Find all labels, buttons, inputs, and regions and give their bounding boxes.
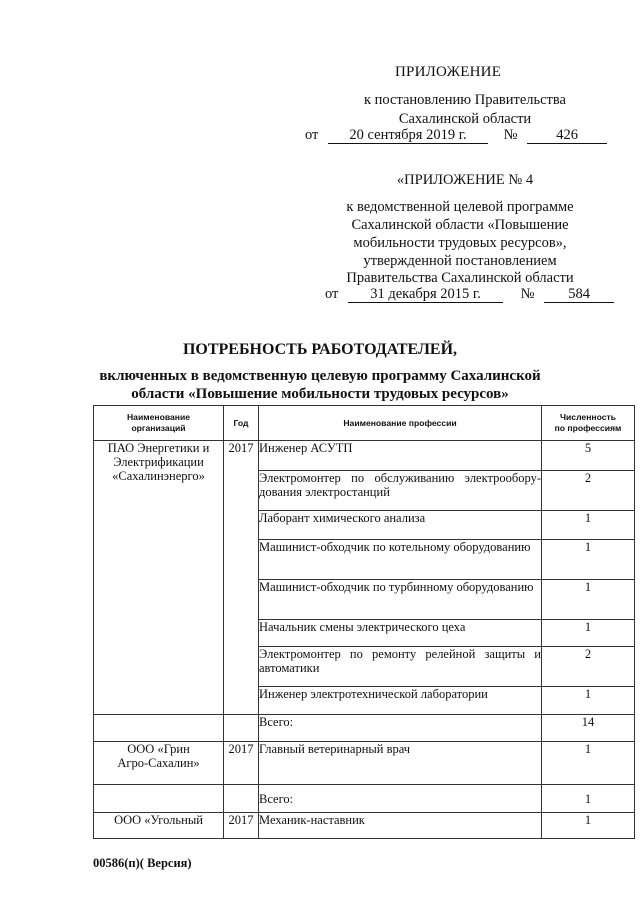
- profession-cell: Инженер АСУТП: [259, 441, 542, 471]
- empty-cell: [94, 715, 224, 742]
- profession-cell: Лаборант химического анализа: [259, 511, 542, 540]
- org-3-name: ООО «Угольный: [94, 813, 224, 839]
- appendix4-date: 31 декабря 2015 г.: [348, 286, 503, 303]
- appendix4-line-4: утвержденной постановлением: [363, 253, 557, 269]
- count-cell: 2: [542, 471, 635, 511]
- profession-cell: Электромонтер по обслуживанию электрооборудования электростанций: [259, 471, 542, 511]
- header-org: [94, 406, 224, 441]
- appendix-line-1: к постановлению Правительства: [364, 92, 566, 108]
- total-row: [94, 715, 635, 742]
- org-1-year: 2017: [224, 441, 259, 715]
- from-label: от: [325, 286, 339, 302]
- empty-cell: [224, 715, 259, 742]
- count-cell: 1: [542, 511, 635, 540]
- table-row: [94, 742, 635, 785]
- profession-cell: Машинист-обходчик по котельному оборудованию: [259, 540, 542, 580]
- table-row: [94, 813, 635, 839]
- count-cell: 1: [542, 813, 635, 839]
- appendix-number: 426: [527, 127, 607, 144]
- appendix4-title: «ПРИЛОЖЕНИЕ № 4: [396, 172, 534, 188]
- org-1-name-line-3: «Сахалинэнерго»: [112, 469, 205, 483]
- header-count-line-1: Численность: [559, 412, 616, 422]
- appendix4-number: 584: [544, 286, 614, 303]
- demand-table: [93, 405, 635, 839]
- header-profession: Наименование профессии: [259, 406, 542, 441]
- org-2-name: [94, 742, 224, 785]
- profession-cell: Электромонтер по ремонту релейной защиты и автоматики: [259, 647, 542, 687]
- appendix4-line-1: к ведомственной целевой программе: [346, 199, 574, 215]
- count-cell: 2: [542, 647, 635, 687]
- table-header-row: [94, 406, 635, 441]
- count-cell: 1: [542, 742, 635, 785]
- appendix4-date-line: [325, 286, 614, 303]
- org-3-year: 2017: [224, 813, 259, 839]
- profession-cell: Главный ветеринарный врач: [259, 742, 542, 785]
- heading-line-2: включенных в ведомственную целевую программу Сахалинской: [99, 368, 541, 384]
- appendix-date: 20 сентября 2019 г.: [328, 127, 488, 144]
- profession-cell: Инженер электротехнической лаборатории: [259, 687, 542, 715]
- heading-title: ПОТРЕБНОСТЬ РАБОТОДАТЕЛЕЙ,: [182, 341, 458, 358]
- number-label: №: [503, 127, 518, 143]
- document-code: 00586(п)( Версия): [93, 856, 192, 870]
- appendix-title: ПРИЛОЖЕНИЕ: [395, 64, 502, 80]
- appendix4-line-5: Правительства Сахалинской области: [346, 270, 574, 286]
- profession-cell: Начальник смены электрического цеха: [259, 620, 542, 647]
- count-cell: 1: [542, 620, 635, 647]
- appendix-date-line: [305, 127, 607, 144]
- profession-cell: Механик-наставник: [259, 813, 542, 839]
- total-row: [94, 785, 635, 813]
- org-1-name-line-1: ПАО Энергетики и: [107, 441, 210, 455]
- empty-cell: [94, 785, 224, 813]
- appendix-line-2: Сахалинской области: [398, 111, 532, 127]
- total-label: Всего:: [259, 785, 542, 813]
- count-cell: 5: [542, 441, 635, 471]
- header-count-line-2: по профессиям: [554, 423, 622, 433]
- heading-line-3: области «Повышение мобильности трудовых ресурсов»: [131, 386, 509, 402]
- header-org-line-2: организаций: [131, 423, 186, 433]
- appendix4-line-3: мобильности трудовых ресурсов»,: [353, 235, 567, 251]
- total-count: 14: [542, 715, 635, 742]
- org-1-name: [94, 441, 224, 715]
- header-count: [542, 406, 635, 441]
- table-row: [94, 441, 635, 471]
- org-2-year: 2017: [224, 742, 259, 785]
- header-org-line-1: Наименование: [126, 412, 191, 422]
- profession-cell: Машинист-обходчик по турбинному оборудованию: [259, 580, 542, 620]
- total-label: Всего:: [259, 715, 542, 742]
- org-2-name-line-2: Агро-Сахалин»: [117, 756, 200, 770]
- count-cell: 1: [542, 687, 635, 715]
- org-1-name-line-2: Электрификации: [113, 455, 204, 469]
- count-cell: 1: [542, 580, 635, 620]
- total-count: 1: [542, 785, 635, 813]
- count-cell: 1: [542, 540, 635, 580]
- from-label: от: [305, 127, 319, 143]
- appendix4-line-2: Сахалинской области «Повышение: [351, 217, 569, 233]
- org-2-name-line-1: ООО «Грин: [127, 742, 190, 756]
- number-label: №: [520, 286, 535, 302]
- header-year: Год: [224, 406, 259, 441]
- empty-cell: [224, 785, 259, 813]
